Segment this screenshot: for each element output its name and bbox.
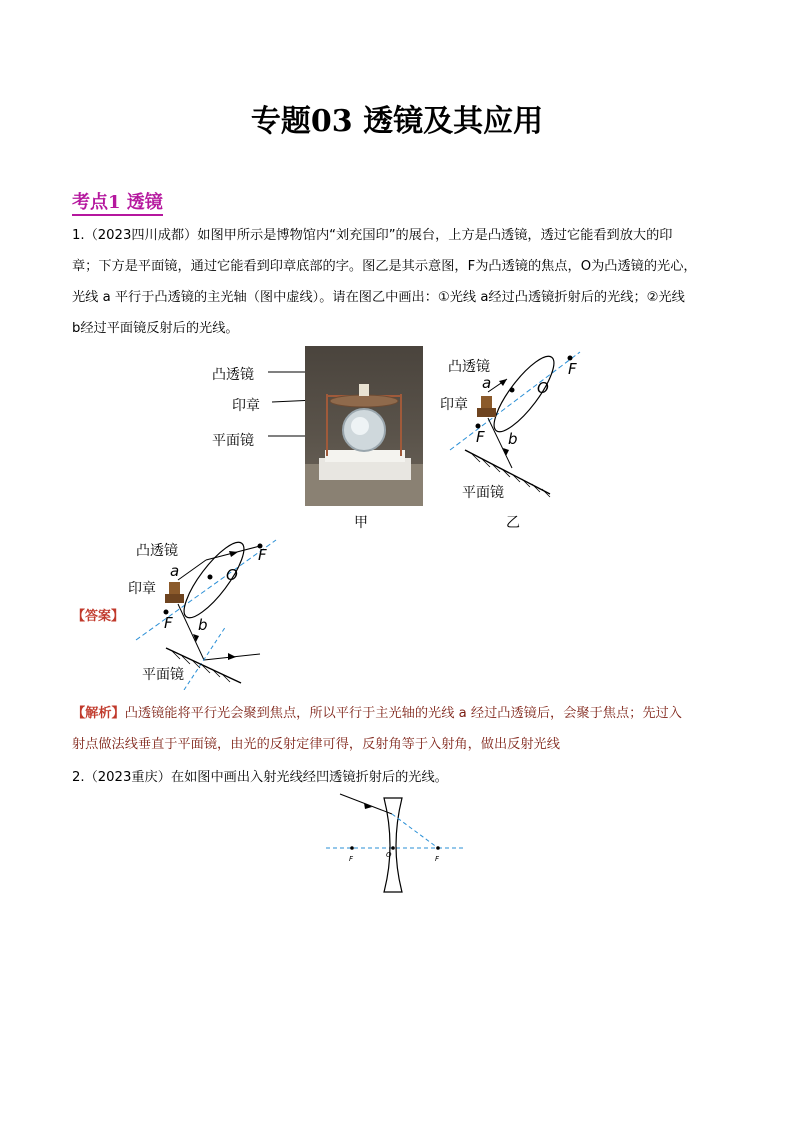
jia-label-seal: 印章 [232,398,260,414]
answer-tag: 【答案】 [72,609,125,624]
q1-line-2: 章；下方是平面镜，通过它能看到印章底部的字。图乙是其示意图，F为凸透镜的焦点，O为凸透镜的光心， [72,259,697,274]
page-title: 专题03 透镜及其应用 [250,104,544,139]
jia-label-lens: 凸透镜 [212,367,254,383]
answer-label-mirror: 平面镜 [142,667,184,683]
yi-label-a: a [482,374,492,392]
q2-optical-center [391,846,395,850]
answer-label-F-top: F [258,546,267,564]
q2-label-F-left: F [349,855,354,863]
yi-label-O: O [537,379,549,397]
answer-label-seal: 印章 [128,581,156,597]
yi-caption: 乙 [506,515,520,531]
analysis-line-1: 凸透镜能将平行光会聚到焦点，所以平行于主光轴的光线 a 经过凸透镜后，会聚于焦点；先过入 [124,706,682,721]
exhibit-photo-drawing [305,346,423,506]
yi-label-b: b [508,430,518,448]
yi-label-F-bottom: F [476,428,485,446]
incident-extension [392,814,438,848]
yi-optical-center [510,388,515,393]
q2-focus-right [436,846,440,850]
yi-label-seal: 印章 [440,397,468,413]
answer-ray-a [178,560,206,580]
q2-focus-left [350,846,354,850]
answer-label-F-bottom: F [164,614,173,632]
answer-convex-lens [175,535,253,625]
jia-label-mirror: 平面镜 [212,433,254,449]
answer-label-lens: 凸透镜 [136,543,178,559]
yi-label-mirror: 平面镜 [462,485,504,501]
exhibit-photo [305,346,423,506]
concave-lens-diagram [326,792,466,896]
yi-label-F-top: F [568,360,577,378]
analysis [72,698,722,760]
q1-line-1: 1.（2023四川成都）如图甲所示是博物馆内“刘充国印”的展台，上方是凸透镜，透过它能看到放大的印 [72,228,673,243]
yi-seal [481,396,492,410]
analysis-tag: 【解析】 [72,706,125,721]
q2-label-O: O [386,851,392,859]
q1-line-3: 光线 a 平行于凸透镜的主光轴（图中虚线）。请在图乙中画出：①光线 a经过凸透镜折射后的光线；②光线 [72,290,685,305]
yi-label-lens: 凸透镜 [448,359,490,375]
answer-label-b: b [198,616,208,634]
section-heading: 考点1 透镜 [72,188,163,214]
answer-label-a: a [170,562,180,580]
q1-line-4: b经过平面镜反射后的光线。 [72,321,239,336]
analysis-line-2: 射点做法线垂直于平面镜，由光的反射定律可得，反射角等于入射角，做出反射光线 [72,737,560,752]
answer-label-O: O [226,566,238,584]
question-2: 2.（2023重庆）在如图中画出入射光线经凹透镜折射后的光线。 [72,770,448,785]
answer-optical-center [208,575,213,580]
question-1 [72,220,722,344]
q2-label-F-right: F [435,855,440,863]
answer-seal [169,582,180,596]
jia-caption: 甲 [354,515,368,531]
